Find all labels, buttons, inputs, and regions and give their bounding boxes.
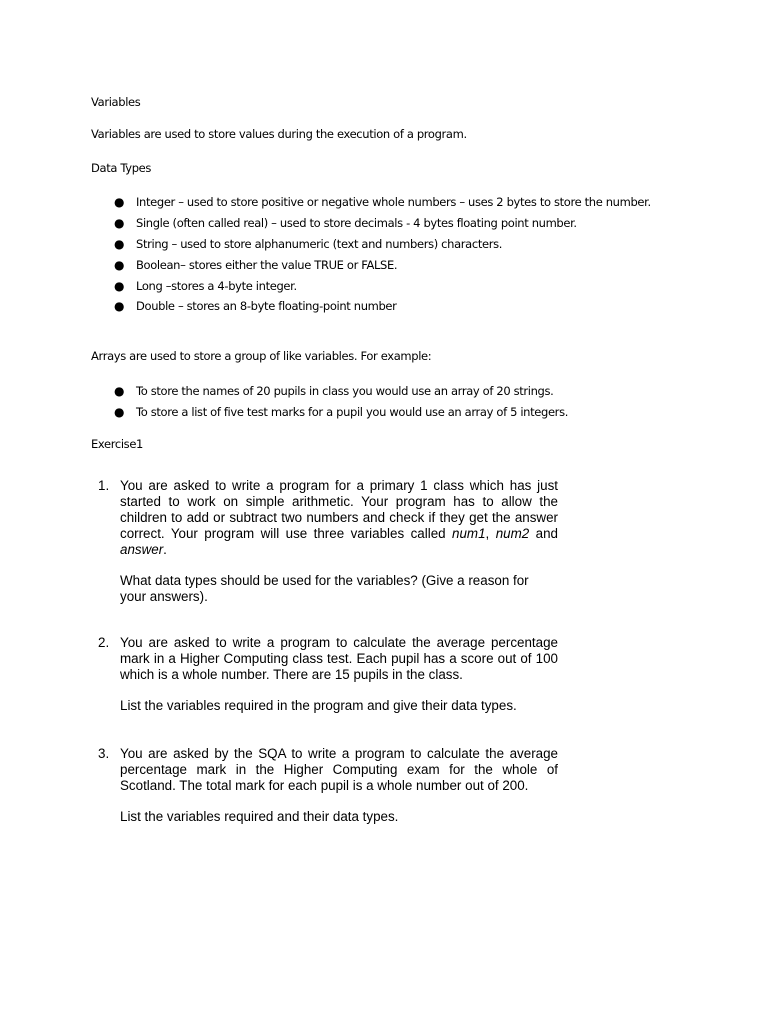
bullet-icon: ● <box>114 215 125 230</box>
data-type-boolean: Boolean– stores either the value TRUE or FALSE. <box>136 257 398 272</box>
data-type-single: Single (often called real) – used to store decimals - 4 bytes floating point number. <box>136 215 577 230</box>
data-type-double: Double – stores an 8-byte floating-point number <box>136 299 397 314</box>
data-type-integer: Integer – used to store positive or negative whole numbers – uses 2 bytes to store the number. <box>136 195 651 209</box>
list-item <box>0 255 676 275</box>
list-item <box>0 234 676 254</box>
list-item <box>0 402 676 422</box>
exercise-text: You are asked to write a program to calculate the average percentage mark in a Higher Computing class test. Each pupil has a score out of 100 which is a whole number. There are 15 pupils in the class. <box>120 635 558 682</box>
data-type-string: String – used to store alphanumeric (text and numbers) characters. <box>136 236 503 251</box>
intro-paragraph: Variables are used to store values during the execution of a program. <box>91 127 467 141</box>
exercise-item-3 <box>98 746 558 825</box>
array-example-integers: To store a list of five test marks for a pupil you would use an array of 5 integers. <box>136 404 569 419</box>
bullet-icon: ● <box>114 278 125 293</box>
exercise-heading: Exercise1 <box>91 437 144 451</box>
list-item <box>0 192 676 212</box>
exercise-number: 3. <box>98 746 110 761</box>
array-examples-list <box>0 381 676 423</box>
variable-name: answer <box>120 542 164 557</box>
bullet-icon: ● <box>114 236 125 251</box>
arrays-intro: Arrays are used to store a group of like variables. For example: <box>91 349 432 363</box>
bullet-icon: ● <box>114 404 125 419</box>
exercise-text <box>120 478 558 558</box>
data-types-heading: Data Types <box>91 161 152 175</box>
bullet-icon: ● <box>114 195 125 209</box>
list-item <box>0 381 676 401</box>
exercise-number: 2. <box>98 635 110 650</box>
page-heading: Variables <box>91 95 141 109</box>
sentence-end: . <box>163 542 167 557</box>
bullet-icon: ● <box>114 384 125 398</box>
list-item <box>0 213 676 233</box>
array-example-strings: To store the names of 20 pupils in class you would use an array of 20 strings. <box>136 384 554 398</box>
data-types-list <box>0 192 676 317</box>
exercise-text: You are asked by the SQA to write a program to calculate the average percentage mark in the Higher Computing exam for the whole of Scotland. The total mark for each pupil is a whole number out of 200. <box>120 746 558 793</box>
exercise-question: List the variables required in the program and give their data types. <box>120 698 517 713</box>
exercise-item-2 <box>98 635 558 714</box>
exercise-number: 1. <box>98 478 110 493</box>
exercise-question: What data types should be used for the variables? (Give a reason for your answers). <box>120 573 529 604</box>
variable-name: num2 <box>495 526 530 541</box>
conjunction: and <box>535 526 558 541</box>
separator: , <box>485 526 490 541</box>
list-item <box>0 276 676 296</box>
exercise-question: List the variables required and their data types. <box>120 809 399 824</box>
exercise-item-1 <box>98 478 558 605</box>
data-type-long: Long –stores a 4-byte integer. <box>136 278 297 293</box>
bullet-icon: ● <box>114 257 125 272</box>
bullet-icon: ● <box>114 299 125 314</box>
exercise-main-text: You are asked to write a program for a primary 1 class which has just started to work on simple arithmetic. Your program has to allow the children to add or subtract two numbers and check if they get the answer correct. Your program will use three variables called <box>120 478 558 541</box>
list-item <box>0 296 676 316</box>
variable-name: num1 <box>452 526 486 541</box>
